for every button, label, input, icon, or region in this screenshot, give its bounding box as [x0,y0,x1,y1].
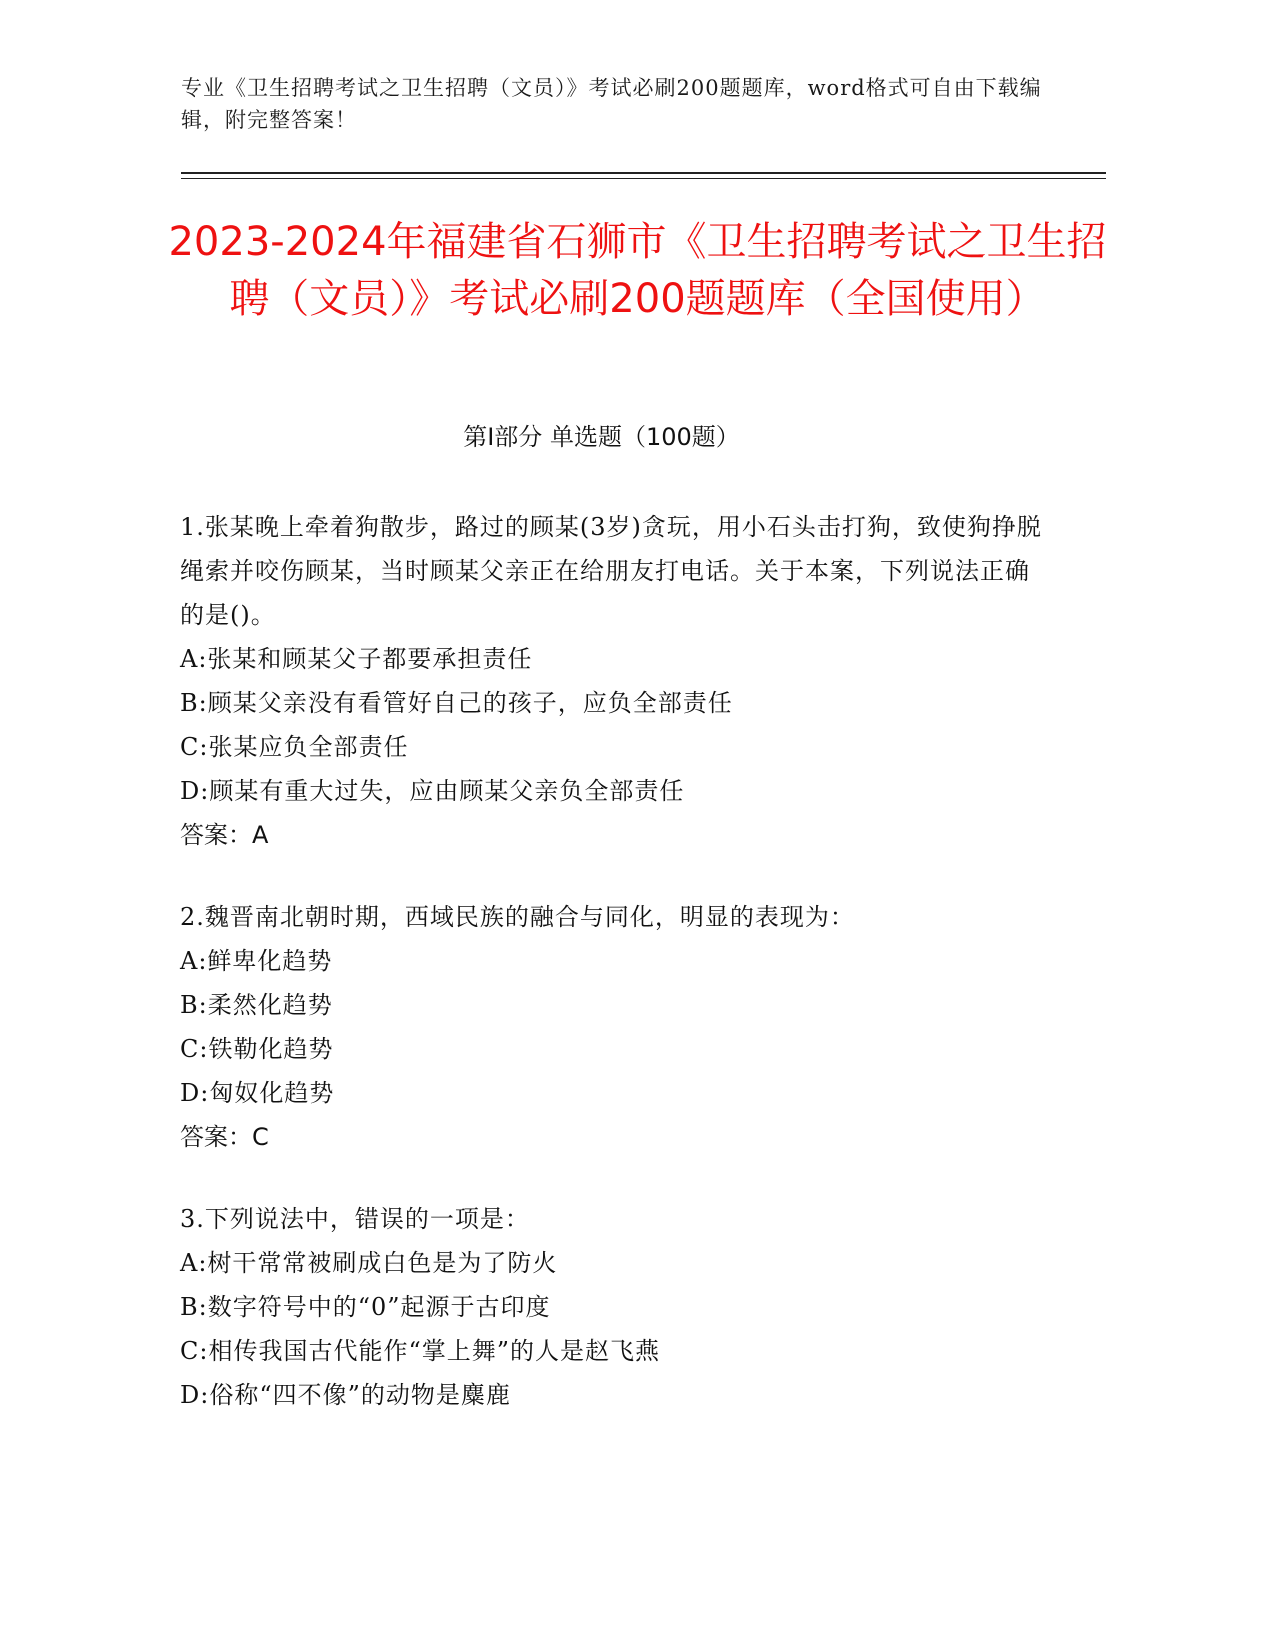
question-option: A:树干常常被刷成白色是为了防火 [180,1249,558,1277]
question-item [180,505,1050,857]
question-option: B:数字符号中的“0”起源于古印度 [180,1293,551,1321]
question-option: D:顾某有重大过失，应由顾某父亲负全部责任 [180,777,685,805]
question-option: C:相传我国古代能作“掌上舞”的人是赵飞燕 [180,1337,660,1365]
question-answer: 答案：C [180,1123,269,1151]
question-option: C:铁勒化趋势 [180,1035,334,1063]
question-item [180,895,1050,1159]
question-answer: 答案：A [180,821,269,849]
question-option: A:鲜卑化趋势 [180,947,333,975]
question-list [180,505,1050,1455]
question-option: B:顾某父亲没有看管好自己的孩子，应负全部责任 [180,689,733,717]
question-option: B:柔然化趋势 [180,991,333,1019]
header-divider-thin [181,178,1106,179]
question-option: A:张某和顾某父子都要承担责任 [180,645,533,673]
question-option: D:匈奴化趋势 [180,1079,335,1107]
question-option: C:张某应负全部责任 [180,733,409,761]
header-divider-thick [181,172,1106,174]
question-stem: 1.张某晚上牵着狗散步，路过的顾某(3岁)贪玩，用小石头击打狗，致使狗挣脱绳索并咬伤顾某，当时顾某父亲正在给朋友打电话。关于本案，下列说法正确的是()。 [180,513,1042,629]
question-item [180,1197,1050,1417]
section-title: 第I部分 单选题（100题） [463,423,740,451]
question-stem: 3.下列说法中，错误的一项是： [180,1205,530,1233]
question-option: D:俗称“四不像”的动物是麋鹿 [180,1381,511,1409]
question-stem: 2.魏晋南北朝时期，西域民族的融合与同化，明显的表现为： [180,903,855,931]
document-title: 2023-2024年福建省石狮市《卫生招聘考试之卫生招聘（文员）》考试必刷200题题库（全国使用） [168,219,1107,322]
header-note: 专业《卫生招聘考试之卫生招聘（文员）》考试必刷200题题库，word格式可自由下载编辑，附完整答案！ [181,76,1042,132]
